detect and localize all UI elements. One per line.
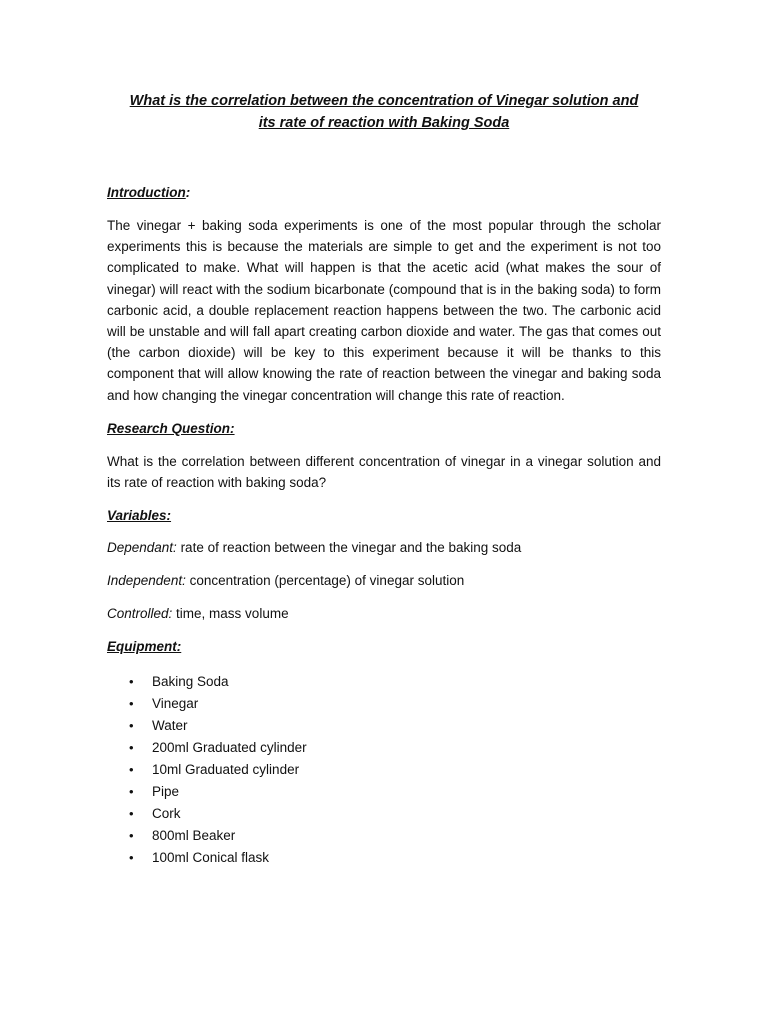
document-title-line-2: its rate of reaction with Baking Soda — [258, 115, 510, 131]
list-item — [107, 693, 661, 715]
equipment-item-label: 200ml Graduated cylinder — [152, 740, 307, 756]
bullet-icon: • — [129, 850, 134, 866]
research-question-heading-text: Research Question: — [107, 420, 235, 436]
bullet-icon: • — [129, 740, 134, 756]
bullet-icon: • — [129, 806, 134, 822]
equipment-item-label: Pipe — [152, 784, 180, 800]
variable-controlled — [107, 604, 661, 624]
introduction-paragraph: The vinegar + baking soda experiments is one of the most popular through the scholar experiments this is because the materials are simple to get and the experiment is not too complicated to make. What will happen is that the acetic acid (what makes the sour of vinegar) will react with the sodium bicarbonate (compound that is in the baking soda) to form carbonic acid, a double replacement reaction happens between the two. The carbonic acid will be unstable and will fall apart creating carbon dioxide and water. The gas that comes out (the carbon dioxide) will be key to this experiment because it will be thanks to this component that will allow knowing the rate of reaction between the vinegar and baking soda and how changing the vinegar concentration will change this rate of reaction. — [107, 218, 661, 403]
variables-heading-text: Variables: — [107, 508, 172, 524]
variables-heading — [107, 506, 661, 526]
list-item — [107, 825, 661, 847]
variable-dependant-value: rate of reaction between the vinegar and the baking soda — [176, 540, 522, 556]
bullet-icon: • — [129, 784, 134, 800]
variable-independent — [107, 571, 661, 591]
bullet-icon: • — [129, 718, 134, 734]
variable-independent-label: Independent: — [107, 573, 186, 589]
document-title-line-1: What is the correlation between the concentration of Vinegar solution and — [129, 93, 639, 109]
bullet-icon: • — [129, 696, 134, 712]
list-item — [107, 847, 661, 869]
introduction-heading — [107, 183, 661, 203]
variable-dependant-label: Dependant: — [107, 540, 177, 556]
equipment-heading — [107, 637, 661, 657]
list-item — [107, 759, 661, 781]
variable-controlled-value: time, mass volume — [172, 606, 289, 622]
research-question-heading — [107, 419, 661, 439]
document-title — [107, 90, 661, 134]
variable-controlled-label: Controlled: — [107, 606, 173, 622]
list-item — [107, 671, 661, 693]
introduction-heading-text: Introduction — [107, 185, 186, 200]
bullet-icon: • — [129, 762, 134, 778]
equipment-item-label: 800ml Beaker — [152, 828, 236, 844]
equipment-item-label: 10ml Graduated cylinder — [152, 762, 300, 778]
equipment-list — [107, 671, 661, 869]
list-item — [107, 781, 661, 803]
variable-dependant — [107, 538, 661, 558]
equipment-heading-text: Equipment: — [107, 639, 182, 655]
list-item — [107, 737, 661, 759]
bullet-icon: • — [129, 828, 134, 844]
bullet-icon: • — [129, 674, 134, 690]
list-item — [107, 803, 661, 825]
equipment-item-label: 100ml Conical flask — [152, 850, 270, 866]
introduction-heading-colon: : — [185, 185, 191, 200]
equipment-item-label: Vinegar — [152, 696, 199, 712]
equipment-item-label: Cork — [152, 806, 181, 822]
equipment-item-label: Baking Soda — [152, 674, 229, 690]
variable-independent-value: concentration (percentage) of vinegar solution — [185, 573, 465, 589]
equipment-item-label: Water — [152, 718, 188, 734]
research-question-paragraph: What is the correlation between different concentration of vinegar in a vinegar solution and its rate of reaction with baking soda? — [107, 453, 661, 491]
list-item — [107, 715, 661, 737]
